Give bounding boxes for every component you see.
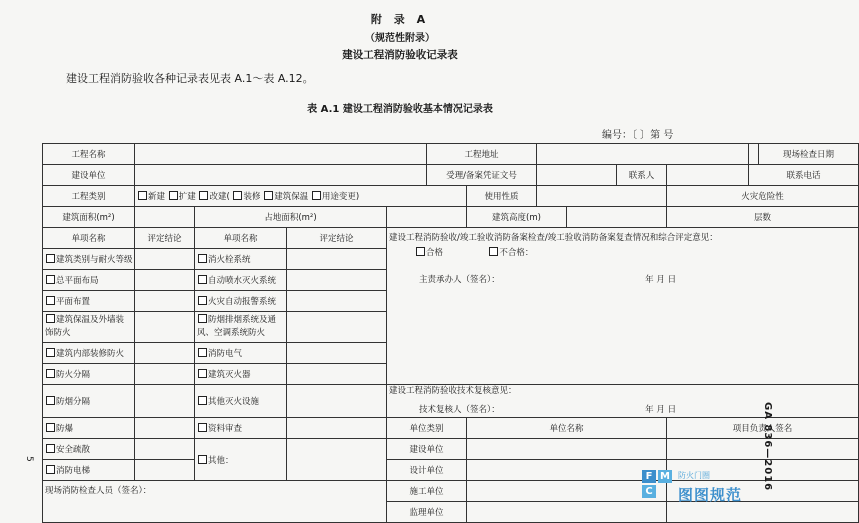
value-accept-doc[interactable] bbox=[537, 165, 617, 186]
record-table bbox=[42, 143, 859, 523]
record-number: 编号：〔 〕第 号 bbox=[602, 130, 674, 141]
comment-title: 建设工程消防验收/竣工验收消防备案检查/竣工验收消防备案复查情况和综合评定意见： bbox=[389, 233, 718, 243]
header-conclusion: 评定结论 bbox=[135, 228, 195, 249]
label-land-area: 占地面积(m²) bbox=[195, 207, 387, 228]
value-building-height[interactable] bbox=[567, 207, 667, 228]
item-mid-7: 其他灭火设施 bbox=[195, 385, 287, 418]
comment-section bbox=[387, 228, 859, 385]
label-project-name: 工程名称 bbox=[43, 144, 135, 165]
item-left-2: 总平面布局 bbox=[43, 270, 135, 291]
inspector-sign[interactable] bbox=[43, 481, 387, 523]
header-conclusion-2: 评定结论 bbox=[287, 228, 387, 249]
checkbox-fail[interactable] bbox=[489, 247, 498, 256]
item-left-9: 安全疏散 bbox=[43, 439, 135, 460]
checkbox-pass[interactable] bbox=[416, 247, 425, 256]
item-mid-9: 其他： bbox=[195, 439, 287, 481]
label-project-category: 工程类别 bbox=[43, 186, 135, 207]
checkbox-new[interactable] bbox=[138, 191, 147, 200]
item-left-3: 平面布置 bbox=[43, 291, 135, 312]
item-left-8: 防爆 bbox=[43, 418, 135, 439]
checkbox-decoration[interactable] bbox=[233, 191, 242, 200]
fail-label: 不合格： bbox=[499, 248, 534, 258]
value-project-name[interactable] bbox=[135, 144, 427, 165]
item-left-1: 建筑类别与耐火等级 bbox=[43, 249, 135, 270]
review-date: 年 月 日 bbox=[645, 405, 677, 415]
normative-note: （规范性附录） bbox=[365, 33, 435, 44]
page-number: 5 bbox=[24, 456, 34, 462]
item-mid-5: 消防电气 bbox=[195, 343, 287, 364]
review-title: 建设工程消防验收技术复核意见： bbox=[389, 386, 517, 396]
value-usage[interactable] bbox=[537, 186, 667, 207]
checkbox-insulation[interactable] bbox=[264, 191, 273, 200]
label-building-height: 建筑高度(m) bbox=[467, 207, 567, 228]
label-inspect-date: 现场检查日期 bbox=[759, 144, 859, 165]
header-unit-name: 单位名称 bbox=[467, 418, 667, 439]
standard-code: GA 836—2016 bbox=[762, 402, 773, 492]
item-mid-2: 自动喷水灭火系统 bbox=[195, 270, 287, 291]
inspector-label: 现场消防检查人员（签名）： bbox=[45, 486, 152, 496]
item-mid-3: 火灾自动报警系统 bbox=[195, 291, 287, 312]
item-left-5: 建筑内部装修防火 bbox=[43, 343, 135, 364]
appendix-title: 建设工程消防验收记录表 bbox=[342, 49, 458, 61]
unit-supervisor: 监理单位 bbox=[387, 502, 467, 523]
host-sign-label: 主责承办人（签名）： bbox=[419, 275, 500, 285]
label-construction-unit: 建设单位 bbox=[43, 165, 135, 186]
item-mid-8: 资料审查 bbox=[195, 418, 287, 439]
unit-contractor: 施工单位 bbox=[387, 481, 467, 502]
label-fire-risk: 火灾危险性 bbox=[667, 186, 859, 207]
item-mid-4: 防烟排烟系统及通风、空调系统防火 bbox=[195, 312, 287, 343]
label-contact-phone: 联系电话 bbox=[749, 165, 859, 186]
item-left-7: 防烟分隔 bbox=[43, 385, 135, 418]
item-left-10: 消防电梯 bbox=[43, 460, 135, 481]
logo-small-text: 防火门圈 bbox=[678, 471, 710, 480]
header-lead-sign: 项目负责人签名 bbox=[667, 418, 859, 439]
value-building-area[interactable] bbox=[135, 207, 195, 228]
value-land-area[interactable] bbox=[387, 207, 467, 228]
checkbox-expand[interactable] bbox=[169, 191, 178, 200]
host-date: 年 月 日 bbox=[645, 275, 677, 285]
label-usage: 使用性质 bbox=[467, 186, 537, 207]
category-options: 新建 扩建 改建( 装修 建筑保温 用途变更) bbox=[135, 186, 467, 207]
item-left-4: 建筑保温及外墙装饰防火 bbox=[43, 312, 135, 343]
table-caption: 表 A.1 建设工程消防验收基本情况记录表 bbox=[307, 104, 493, 115]
label-project-address: 工程地址 bbox=[427, 144, 537, 165]
watermark-logo bbox=[638, 468, 788, 512]
intro-text: 建设工程消防验收各种记录表见表 A.1～表 A.12。 bbox=[66, 72, 314, 85]
unit-design: 设计单位 bbox=[387, 460, 467, 481]
label-contact: 联系人 bbox=[617, 165, 667, 186]
logo-letter-m: M bbox=[658, 470, 672, 483]
checkbox-usage-change[interactable] bbox=[312, 191, 321, 200]
value-construction-unit[interactable] bbox=[135, 165, 427, 186]
item-mid-1: 消火栓系统 bbox=[195, 249, 287, 270]
header-item-name: 单项名称 bbox=[43, 228, 135, 249]
value-contact[interactable] bbox=[667, 165, 749, 186]
logo-letter-c: C bbox=[642, 485, 656, 498]
header-item-name-2: 单项名称 bbox=[195, 228, 287, 249]
header-unit-type: 单位类别 bbox=[387, 418, 467, 439]
unit-construction: 建设单位 bbox=[387, 439, 467, 460]
item-left-6: 防火分隔 bbox=[43, 364, 135, 385]
label-building-area: 建筑面积(m²) bbox=[43, 207, 135, 228]
logo-big-text: 图图规范 bbox=[678, 486, 743, 504]
reviewer-sign-label: 技术复核人（签名）： bbox=[419, 405, 500, 415]
appendix-heading: 附 录 A bbox=[370, 13, 430, 26]
pass-label: 合格 bbox=[426, 248, 444, 258]
review-section bbox=[387, 385, 859, 418]
checkbox-rebuild[interactable] bbox=[199, 191, 208, 200]
value-project-address[interactable] bbox=[537, 144, 749, 165]
item-mid-6: 建筑灭火器 bbox=[195, 364, 287, 385]
logo-letter-f: F bbox=[642, 470, 656, 483]
label-accept-doc: 受理/备案凭证文号 bbox=[427, 165, 537, 186]
label-floors: 层数 bbox=[667, 207, 859, 228]
